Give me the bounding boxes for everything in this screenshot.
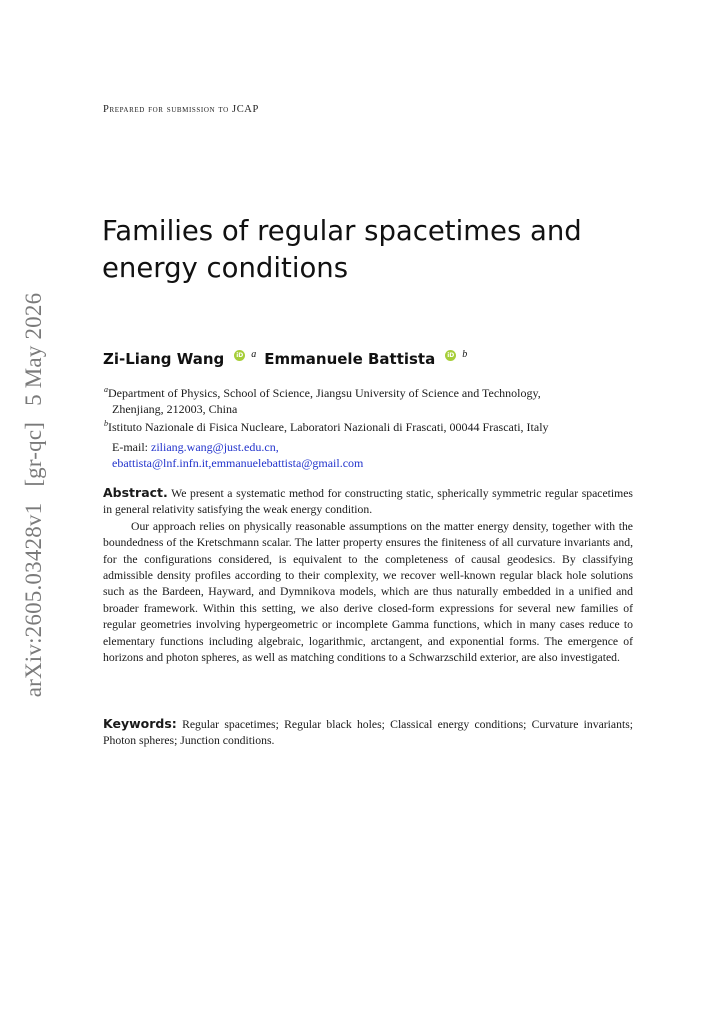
email-link[interactable]: ziliang.wang@just.edu.cn, bbox=[151, 440, 279, 454]
affiliation-text: Istituto Nazionale di Fisica Nucleare, Laboratori Nazionali di Frascati, 00044 Frascati, Italy bbox=[108, 420, 549, 434]
email-block bbox=[112, 439, 363, 471]
affiliation-mark: a bbox=[251, 348, 257, 360]
author-name[interactable]: Zi-Liang Wang bbox=[103, 350, 225, 368]
abstract-paragraph: We present a systematic method for constructing static, spherically symmetric regular spacetimes in general relativity satisfying the weak energy condition. bbox=[103, 487, 633, 517]
abstract bbox=[103, 485, 633, 666]
keywords-heading: Keywords: bbox=[103, 716, 177, 731]
keywords bbox=[103, 716, 633, 750]
abstract-heading: Abstract. bbox=[103, 485, 168, 500]
arxiv-stamp bbox=[21, 293, 47, 698]
arxiv-date: 5 May 2026 bbox=[21, 292, 46, 406]
paper-title: Families of regular spacetimes and energy conditions bbox=[102, 215, 582, 284]
keywords-text: Regular spacetimes; Regular black holes; Classical energy conditions; Curvature invariants; Photon spheres; Junction conditions. bbox=[103, 718, 634, 748]
affiliation-text: Zhenjiang, 212003, China bbox=[112, 402, 238, 416]
email-link[interactable]: ebattista@lnf.infn.it,emmanuelebattista@gmail.com bbox=[112, 456, 364, 470]
affiliation-text: Department of Physics, School of Science, Jiangsu University of Science and Technology, bbox=[108, 386, 541, 400]
affiliation-mark: a bbox=[104, 385, 108, 394]
affiliation-b bbox=[104, 416, 639, 435]
affiliation-a bbox=[104, 382, 639, 417]
arxiv-category: [gr-qc] bbox=[21, 421, 46, 487]
email-label: E-mail: bbox=[112, 440, 148, 454]
author-name[interactable]: Emmanuele Battista bbox=[264, 350, 436, 368]
orcid-icon[interactable]: iD bbox=[236, 351, 244, 359]
author-list bbox=[103, 350, 475, 368]
journal-note: Prepared for submission to JCAP bbox=[103, 104, 259, 115]
abstract-paragraph: Our approach relies on physically reasonable assumptions on the matter energy density, together with the boundedness of the Kretschmann scalar. The latter property ensures the finiteness of all curvature invariants and, for the configurations considered, is equivalent to the completeness of causal geodesics. By classifying admissible density profiles according to their complexity, we recover well-known regular black hole solutions such as the Bardeen, Hayward, and Dymnikova models, which are thus naturally embedded in a unified and broader framework. Within this setting, we also derive closed-form expressions for several new families of regular geometries involving hypergeometric or incomplete Gamma functions, which in many cases reduce to elementary functions including algebraic, logarithmic, arctangent, and exponential forms. The emergence of horizons and photon spheres, as well as matching conditions to a Schwarzschild exterior, are also investigated. bbox=[103, 519, 633, 665]
orcid-icon[interactable]: iD bbox=[447, 351, 455, 359]
affiliation-mark: b bbox=[104, 419, 108, 428]
arxiv-id: arXiv:2605.03428v1 bbox=[21, 502, 46, 698]
affiliation-mark: b bbox=[462, 348, 468, 360]
